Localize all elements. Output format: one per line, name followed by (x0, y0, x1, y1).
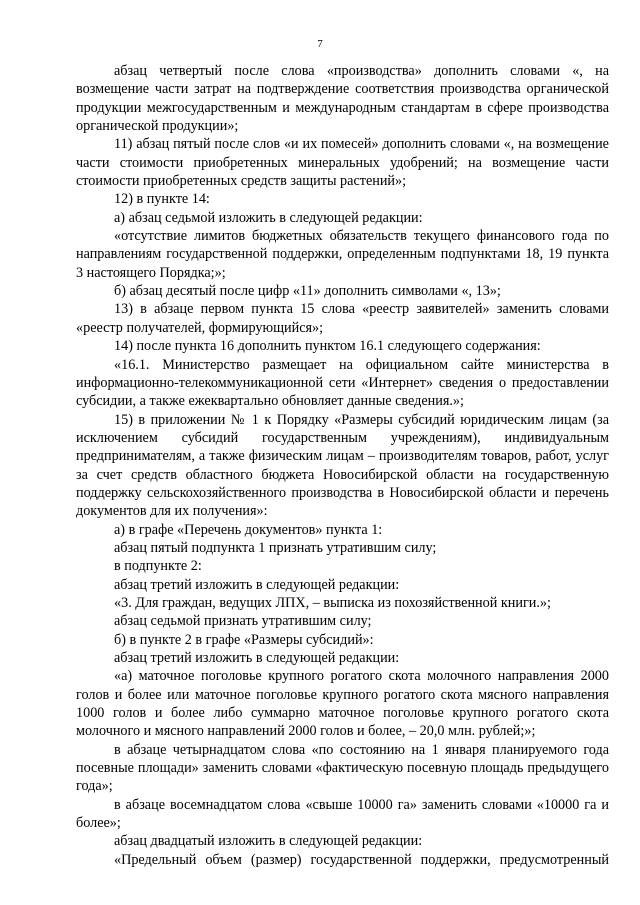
paragraph: в абзаце восемнадцатом слова «свыше 10000 га» заменить словами «10000 га и более»; (76, 796, 609, 832)
paragraph: 12) в пункте 14: (114, 191, 210, 208)
paragraph: абзац пятый подпункта 1 признать утратившим силу; (114, 539, 437, 556)
paragraph: абзац третий изложить в следующей редакции: (114, 650, 400, 666)
paragraph: в абзаце четырнадцатом слова «по состоянию на 1 января планируемого года посевные площади» заменить словами «фактическую посевную площадь предыдущего года»; (76, 741, 609, 795)
paragraph: абзац седьмой признать утратившим силу; (114, 613, 372, 630)
paragraph: б) в пункте 2 в графе «Размеры субсидий»: (114, 631, 374, 648)
paragraph: абзац третий изложить в следующей редакции: (114, 576, 400, 593)
paragraph: «3. Для граждан, ведущих ЛПХ, – выписка из похозяйственной книги.»; (114, 594, 551, 611)
paragraph: 11) абзац пятый после слов «и их помесей» дополнить словами «, на возмещение части стоимости приобретенных минеральных удобрений; на возмещение части стоимости приобретенных средств защиты растений»; (76, 136, 609, 190)
paragraph: «а) маточное поголовье крупного рогатого скота молочного направления 2000 голов и более или маточное поголовье крупного рогатого скота мясного направления 1000 голов и более либо суммарно маточное поголовье крупного рогатого скота молочного и мясного направлений 2000 голов и более, – 20,0 млн. рублей;»; (76, 668, 609, 740)
paragraph: 14) после пункта 16 дополнить пунктом 16.1 следующего содержания: (114, 338, 541, 355)
paragraph: «отсутствие лимитов бюджетных обязательств текущего финансового года по направлениям государственной поддержки, определенным подпунктами 18, 19 пункта 3 настоящего Порядка;»; (76, 228, 609, 281)
paragraph: а) абзац седьмой изложить в следующей редакции: (114, 209, 423, 226)
paragraph: абзац двадцатый изложить в следующей редакции: (114, 833, 423, 850)
paragraph: абзац четвертый после слова «производства» дополнить словами «, на возмещение части затрат на подтверждение соответствия производства органической продукции межгосударственным и международным стандартам в сфере производства органической продукции»; (76, 63, 609, 135)
paragraph: а) в графе «Перечень документов» пункта 1: (114, 521, 383, 538)
paragraph: «Предельный объем (размер) государственной поддержки, предусмотренный (114, 851, 609, 868)
paragraph: б) абзац десятый после цифр «11» дополнить символами «, 13»; (114, 283, 501, 300)
paragraph: 15) в приложении № 1 к Порядку «Размеры субсидий юридическим лицам (за исключением субсидий государственным учреждениям), индивидуальным предпринимателям, а также физическим лицам – производителям товаров, работ, услуг за счет средств областного бюджета Новосибирской области на государственную поддержку сельскохозяйственного производства в Новосибирской области и перечень документов для их получения»: (76, 411, 609, 520)
paragraph: «16.1. Министерство размещает на официальном сайте министерства в информационно-телекоммуникационной сети «Интернет» сведения о предоставлении субсидии, а также ежеквартально обновляет данные сведения.»; (76, 356, 609, 410)
page-number: 7 (317, 38, 323, 50)
paragraph: в подпункте 2: (114, 558, 202, 575)
paragraph: 13) в абзаце первом пункта 15 слова «реестр заявителей» заменить словами «реестр получателей, формирующийся»; (76, 301, 609, 336)
document-body (76, 62, 609, 869)
